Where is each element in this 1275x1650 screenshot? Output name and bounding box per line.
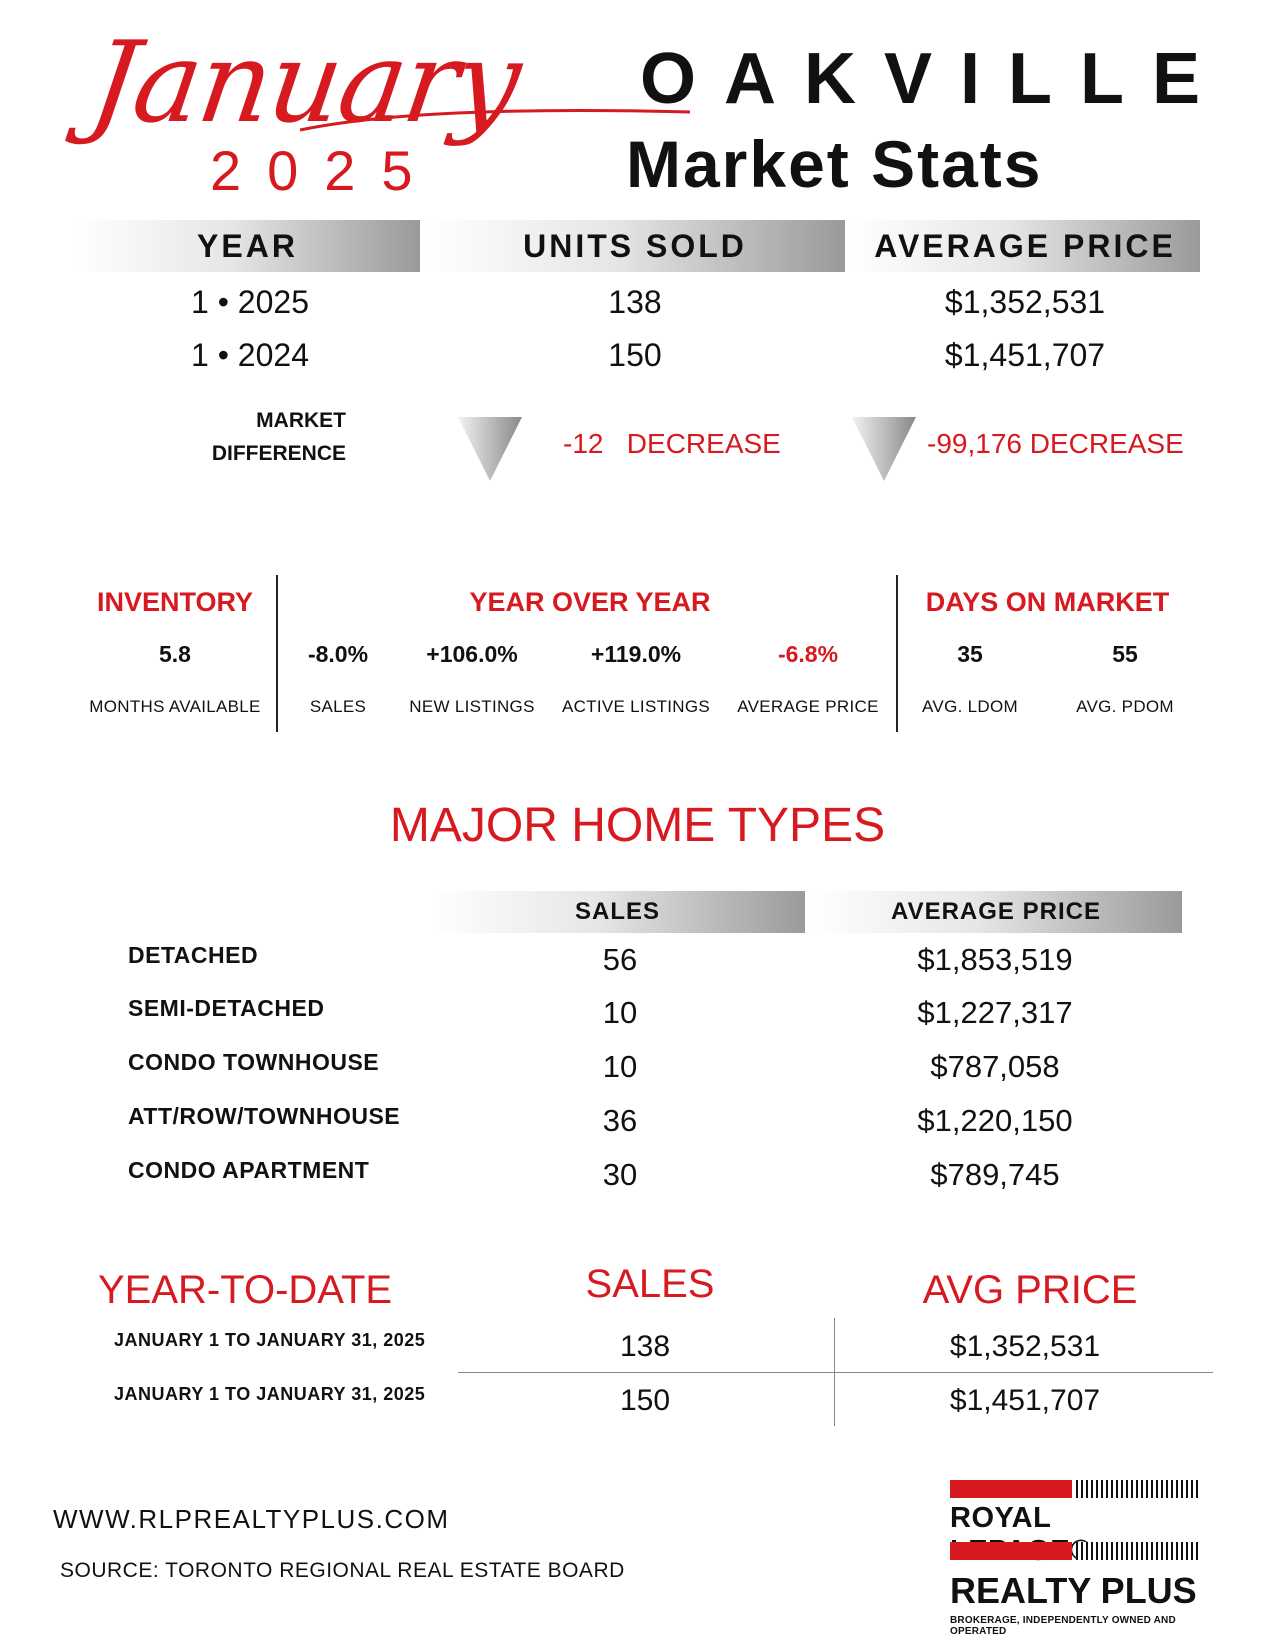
home-type-price: $1,853,519 — [917, 942, 1073, 977]
month-title: January — [82, 18, 527, 148]
home-type-sales: 10 — [602, 1049, 638, 1084]
yoy-active-listings-value: +119.0% — [590, 641, 682, 667]
logo-stripe — [950, 1480, 1200, 1498]
home-type-label: CONDO APARTMENT — [128, 1157, 370, 1183]
ytd-price-title: AVG PRICE — [922, 1268, 1138, 1312]
source-note: SOURCE: TORONTO REGIONAL REAL ESTATE BOARD — [60, 1559, 625, 1582]
page-subtitle: Market Stats — [626, 127, 1043, 201]
summary-price-2: $1,451,707 — [944, 337, 1106, 373]
inventory-value: 5.8 — [159, 641, 191, 667]
ytd-period: JANUARY 1 TO JANUARY 31, 2025 — [114, 1384, 426, 1404]
divider — [458, 1372, 1213, 1373]
market-difference-label-line2: DIFFERENCE — [211, 442, 346, 465]
col-header-units-sold: UNITS SOLD — [425, 220, 845, 272]
summary-price-1: $1,352,531 — [944, 284, 1106, 320]
home-type-label: CONDO TOWNHOUSE — [128, 1049, 380, 1075]
yoy-new-listings-value: +106.0% — [426, 641, 518, 667]
home-type-price: $789,745 — [930, 1157, 1060, 1192]
ytd-price-value: $1,451,707 — [949, 1384, 1101, 1417]
home-type-price: $1,220,150 — [917, 1103, 1073, 1138]
home-types-title: MAJOR HOME TYPES — [389, 799, 886, 852]
inventory-title: INVENTORY — [96, 587, 254, 617]
summary-year-2: 1 • 2024 — [191, 337, 309, 373]
market-difference-label-line1: MARKET — [256, 409, 346, 432]
dom-ldom-value: 35 — [957, 641, 983, 667]
ytd-sales-value: 150 — [619, 1384, 671, 1417]
yoy-sales-value: -8.0% — [307, 641, 369, 667]
summary-year-1: 1 • 2025 — [191, 284, 309, 320]
home-type-sales: 56 — [602, 942, 638, 977]
logo-stripe — [950, 1542, 1200, 1560]
col-header-home-average-price: AVERAGE PRICE — [810, 891, 1182, 933]
ytd-sales-title: SALES — [585, 1262, 715, 1306]
city-title: OAKVILLE — [640, 39, 1229, 119]
ytd-title: YEAR-TO-DATE — [98, 1268, 393, 1312]
ytd-sales-value: 138 — [619, 1330, 671, 1363]
year-title: 2025 — [210, 139, 439, 202]
col-header-year: YEAR — [75, 220, 420, 272]
yoy-sales-label: SALES — [309, 697, 367, 716]
yoy-new-listings-label: NEW LISTINGS — [409, 697, 535, 716]
dom-pdom-label: AVG. PDOM — [1076, 697, 1174, 716]
units-change-value: -12 DECREASE — [563, 428, 781, 459]
divider — [896, 575, 898, 732]
down-arrow-icon — [458, 417, 522, 481]
website-link[interactable]: WWW.RLPREALTYPLUS.COM — [53, 1504, 450, 1534]
home-type-sales: 30 — [602, 1157, 638, 1192]
home-type-label: ATT/ROW/TOWNHOUSE — [128, 1103, 401, 1129]
home-type-price: $787,058 — [930, 1049, 1060, 1084]
col-header-sales: SALES — [430, 891, 805, 933]
logo-office-name: REALTY PLUS — [950, 1570, 1197, 1611]
ytd-price-value: $1,352,531 — [949, 1330, 1101, 1363]
market-difference-label — [180, 404, 346, 470]
yoy-active-listings-label: ACTIVE LISTINGS — [561, 697, 711, 716]
logo-brand-name: ROYAL — [950, 1502, 1051, 1534]
yoy-title: YEAR OVER YEAR — [469, 587, 711, 617]
dom-ldom-label: AVG. LDOM — [922, 697, 1018, 716]
home-type-sales: 10 — [602, 995, 638, 1030]
divider — [276, 575, 278, 732]
down-arrow-icon — [852, 417, 916, 481]
col-header-average-price: AVERAGE PRICE — [850, 220, 1200, 272]
inventory-label: MONTHS AVAILABLE — [89, 697, 261, 716]
summary-units-1: 138 — [608, 284, 662, 320]
home-type-price: $1,227,317 — [917, 995, 1073, 1030]
home-type-sales: 36 — [602, 1103, 638, 1138]
dom-pdom-value: 55 — [1112, 641, 1138, 667]
summary-units-2: 150 — [608, 337, 662, 373]
dom-title: DAYS ON MARKET — [925, 587, 1170, 617]
home-type-label: DETACHED — [128, 942, 259, 968]
home-type-label: SEMI-DETACHED — [128, 995, 325, 1021]
yoy-average-price-value: -6.8% — [777, 641, 839, 667]
logo-tagline: BROKERAGE, INDEPENDENTLY OWNED AND OPERATED — [950, 1615, 1176, 1637]
yoy-average-price-label: AVERAGE PRICE — [737, 697, 879, 716]
price-change-value: -99,176 DECREASE — [927, 428, 1184, 459]
ytd-period: JANUARY 1 TO JANUARY 31, 2025 — [114, 1330, 426, 1350]
royal-lepage-logo — [950, 1480, 1200, 1637]
